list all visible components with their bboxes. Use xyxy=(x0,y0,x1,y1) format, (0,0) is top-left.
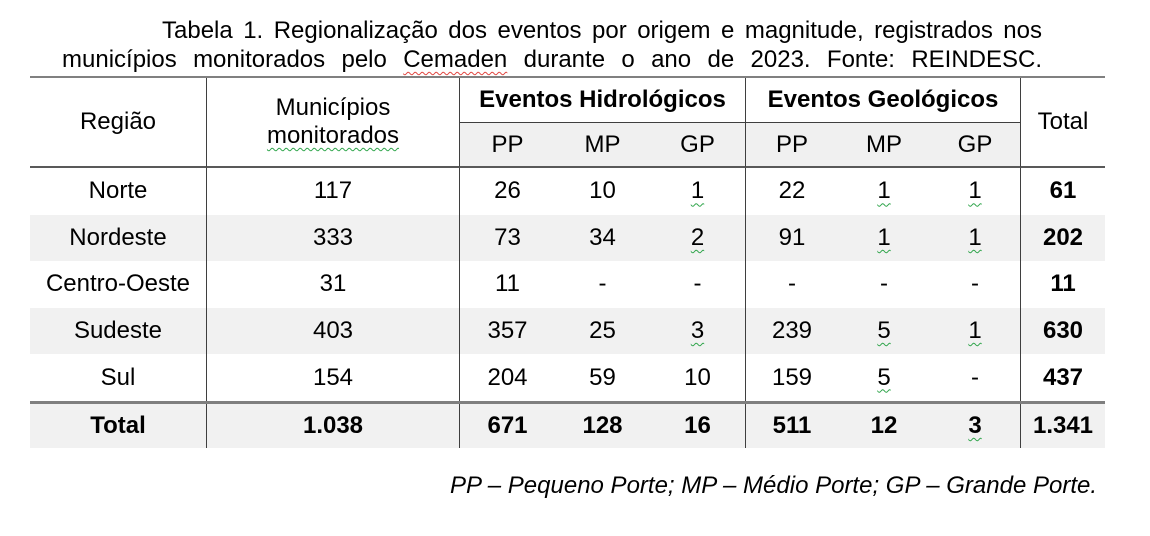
header-hydro-gp-label: GP xyxy=(680,130,715,158)
hydro-pp-value: 11 xyxy=(495,270,520,298)
region-value: Total xyxy=(90,411,146,439)
row-total-value: 1.341 xyxy=(1032,411,1094,439)
hydro-pp-cell xyxy=(460,261,555,308)
region-cell xyxy=(30,215,207,262)
hydro-gp-cell xyxy=(650,404,746,448)
municipalities-value: 31 xyxy=(319,270,347,298)
region-cell xyxy=(30,404,207,448)
geo-gp-cell xyxy=(930,168,1021,215)
header-total-label: Total xyxy=(1037,108,1089,135)
abbreviation-legend xyxy=(450,472,1097,500)
row-total-cell xyxy=(1021,404,1105,448)
geo-pp-cell xyxy=(746,354,838,401)
region-cell xyxy=(30,308,207,355)
row-total-cell xyxy=(1021,261,1105,308)
hydro-pp-cell xyxy=(460,308,555,355)
header-hydro-group xyxy=(460,78,746,123)
geo-pp-value: 159 xyxy=(771,363,813,391)
municipalities-cell xyxy=(207,354,460,401)
header-hydro-pp xyxy=(460,123,555,168)
header-hydro-mp xyxy=(555,123,650,168)
hydro-mp-cell xyxy=(555,168,650,215)
hydro-gp-value: - xyxy=(693,270,702,298)
caption-line-2 xyxy=(62,45,1042,74)
table-header xyxy=(30,78,1105,168)
hydro-mp-value: 10 xyxy=(589,177,616,205)
header-hydro-gp xyxy=(650,123,746,168)
hydro-mp-value: 34 xyxy=(589,223,616,251)
header-region-label: Região xyxy=(79,108,157,135)
hydro-pp-cell xyxy=(460,168,555,215)
geo-mp-value: 5 xyxy=(877,317,891,345)
hydro-mp-value: 128 xyxy=(582,411,623,439)
geo-pp-cell xyxy=(746,308,838,355)
hydro-mp-value: 25 xyxy=(589,317,616,345)
geo-gp-cell xyxy=(930,215,1021,262)
header-geo-pp xyxy=(746,123,838,168)
legend-text: PP – Pequeno Porte; MP – Médio Porte; GP – Grande Porte. xyxy=(449,472,1097,499)
geo-gp-cell xyxy=(930,404,1021,448)
geo-pp-value: 91 xyxy=(778,223,806,251)
hydro-mp-value: - xyxy=(598,270,607,298)
geo-gp-cell xyxy=(930,308,1021,355)
municipalities-value: 1.038 xyxy=(302,411,364,439)
hydro-pp-value: 671 xyxy=(487,411,528,439)
header-region xyxy=(30,78,207,168)
table-body xyxy=(30,168,1105,448)
hydro-pp-value: 357 xyxy=(487,317,528,345)
hydro-pp-cell xyxy=(460,215,555,262)
municipalities-cell xyxy=(207,404,460,448)
geo-mp-value: 12 xyxy=(870,411,898,439)
hydro-gp-value: 10 xyxy=(684,363,711,391)
geo-gp-value: 1 xyxy=(968,177,982,205)
row-total-value: 11 xyxy=(1050,270,1076,298)
hydro-mp-cell xyxy=(555,308,650,355)
region-value: Centro-Oeste xyxy=(45,270,191,298)
hydro-gp-cell xyxy=(650,261,746,308)
hydro-gp-value: 3 xyxy=(690,317,705,345)
table-row xyxy=(30,215,1105,262)
geo-pp-value: 22 xyxy=(778,177,806,205)
geo-gp-value: 3 xyxy=(968,411,982,439)
municipalities-cell xyxy=(207,261,460,308)
table-row xyxy=(30,308,1105,355)
hydro-gp-cell xyxy=(650,168,746,215)
region-value: Norte xyxy=(88,177,148,205)
geo-pp-cell xyxy=(746,168,838,215)
hydro-gp-cell xyxy=(650,354,746,401)
hydro-mp-cell xyxy=(555,354,650,401)
flagged-word-cemaden: Cemaden xyxy=(403,46,508,73)
geo-mp-cell xyxy=(838,215,930,262)
municipalities-cell xyxy=(207,308,460,355)
hydro-pp-cell xyxy=(460,354,555,401)
row-total-cell xyxy=(1021,168,1105,215)
municipalities-value: 333 xyxy=(312,223,354,251)
region-value: Nordeste xyxy=(69,223,167,251)
geo-pp-value: 239 xyxy=(771,317,813,345)
header-geo-mp xyxy=(838,123,930,168)
header-total xyxy=(1021,78,1105,168)
municipalities-value: 154 xyxy=(312,363,354,391)
geo-pp-cell xyxy=(746,261,838,308)
caption-text-2b: durante o ano de 2023. Fonte: REINDESC. xyxy=(523,46,1043,73)
geo-gp-value: - xyxy=(971,270,979,298)
hydro-gp-cell xyxy=(650,215,746,262)
table-row xyxy=(30,354,1105,401)
row-total-value: 630 xyxy=(1042,317,1084,345)
geo-mp-cell xyxy=(838,354,930,401)
caption-text-2a: municípios monitorados pelo xyxy=(62,46,387,73)
header-geo-gp-label: GP xyxy=(957,130,993,158)
row-total-value: 202 xyxy=(1042,223,1084,251)
region-cell xyxy=(30,168,207,215)
geo-pp-value: 511 xyxy=(772,411,812,439)
header-hydro-label: Eventos Hidrológicos xyxy=(479,86,726,113)
hydro-mp-value: 59 xyxy=(589,363,616,391)
table-row xyxy=(30,168,1105,215)
geo-pp-value: - xyxy=(788,270,796,298)
geo-mp-cell xyxy=(838,404,930,448)
geo-gp-value: - xyxy=(971,363,979,391)
header-geo-gp xyxy=(930,123,1021,168)
hydro-pp-value: 26 xyxy=(494,177,521,205)
row-total-cell xyxy=(1021,308,1105,355)
hydro-mp-cell xyxy=(555,215,650,262)
table-row xyxy=(30,401,1105,448)
header-geo-pp-label: PP xyxy=(775,130,808,158)
hydro-pp-cell xyxy=(460,404,555,448)
hydro-mp-cell xyxy=(555,404,650,448)
header-municipalities xyxy=(207,78,460,168)
header-hydro-pp-label: PP xyxy=(491,130,524,158)
geo-gp-cell xyxy=(930,354,1021,401)
geo-mp-value: 1 xyxy=(877,223,891,251)
table-row xyxy=(30,261,1105,308)
row-total-cell xyxy=(1021,215,1105,262)
header-municipalities-line1: Municípios xyxy=(275,94,391,121)
geo-gp-value: 1 xyxy=(968,317,982,345)
geo-mp-value: 5 xyxy=(877,363,891,391)
header-geo-label: Eventos Geológicos xyxy=(767,86,999,113)
municipalities-cell xyxy=(207,215,460,262)
region-cell xyxy=(30,354,207,401)
geo-gp-value: 1 xyxy=(968,223,982,251)
header-geo-mp-label: MP xyxy=(866,130,902,158)
geo-pp-cell xyxy=(746,215,838,262)
hydro-pp-value: 73 xyxy=(494,223,521,251)
hydro-mp-cell xyxy=(555,261,650,308)
caption-text-1: Tabela 1. Regionalização dos eventos por origem e magnitude, registrados nos xyxy=(162,17,1042,44)
municipalities-value: 117 xyxy=(313,177,353,205)
data-table xyxy=(30,76,1105,448)
header-geo-group xyxy=(746,78,1021,123)
geo-pp-cell xyxy=(746,404,838,448)
geo-mp-cell xyxy=(838,261,930,308)
municipalities-cell xyxy=(207,168,460,215)
hydro-gp-value: 1 xyxy=(690,177,705,205)
region-value: Sudeste xyxy=(73,317,163,345)
geo-mp-value: - xyxy=(880,270,888,298)
geo-mp-cell xyxy=(838,308,930,355)
geo-mp-value: 1 xyxy=(877,177,891,205)
row-total-value: 437 xyxy=(1042,363,1084,391)
hydro-gp-value: 2 xyxy=(690,223,705,251)
municipalities-value: 403 xyxy=(312,317,354,345)
hydro-pp-value: 204 xyxy=(487,363,528,391)
header-hydro-mp-label: MP xyxy=(584,130,621,158)
region-value: Sul xyxy=(100,363,136,391)
caption-line-1 xyxy=(62,16,1042,45)
header-municipalities-line2: monitorados xyxy=(266,122,400,149)
hydro-gp-value: 16 xyxy=(684,411,711,439)
geo-gp-cell xyxy=(930,261,1021,308)
geo-mp-cell xyxy=(838,168,930,215)
table-caption xyxy=(62,16,1042,74)
hydro-gp-cell xyxy=(650,308,746,355)
region-cell xyxy=(30,261,207,308)
row-total-cell xyxy=(1021,354,1105,401)
row-total-value: 61 xyxy=(1049,177,1077,205)
